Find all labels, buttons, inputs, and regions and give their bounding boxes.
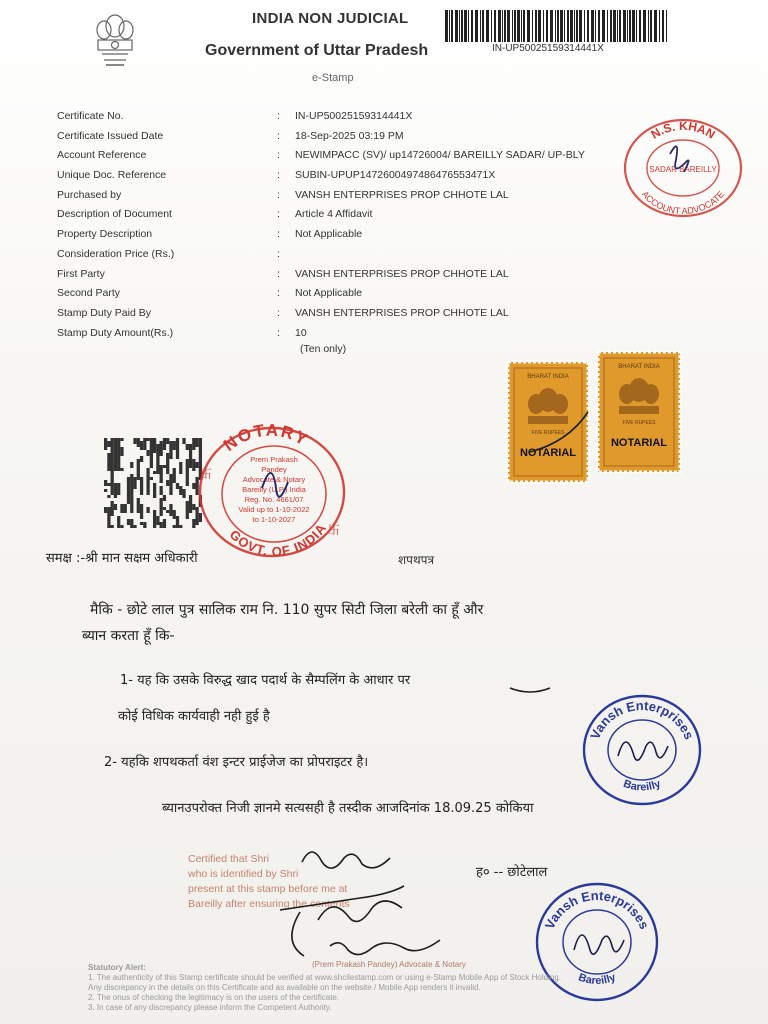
vansh-top-text: Vansh Enterprises	[587, 697, 697, 742]
affidavit-line: कोई विधिक कार्यवाही नही हुई है	[118, 709, 270, 724]
svg-text:N.S. KHAN	[648, 119, 717, 142]
svg-text:GOVT. OF INDIA	[227, 520, 330, 558]
field-label: Consideration Price (Rs.)	[57, 247, 175, 260]
statutory-alert	[88, 963, 648, 1013]
notary-line: to 1-10-2027	[252, 515, 296, 524]
document-type: शपथपत्र	[398, 553, 435, 567]
field-value: Article 4 Affidavit	[295, 208, 373, 221]
revenue-stamp	[506, 360, 590, 484]
field-label: Description of Document	[57, 208, 172, 221]
affidavit-line: 2- यहकि शपथकर्ता वंश इन्टर प्राईजेज का प्रोपराइटर है।	[104, 755, 369, 770]
revenue-stamp	[596, 350, 682, 474]
field-value: SUBIN-UPUP1472600497486476553471X	[295, 169, 496, 182]
notary-line: Advocate & Notary	[242, 475, 306, 484]
field-label: Account Reference	[57, 149, 147, 162]
field-value: VANSH ENTERPRISES PROP CHHOTE LAL	[295, 188, 509, 201]
addressee-line: समक्ष :-श्री मान सक्षम अधिकारी	[46, 551, 198, 566]
field-label: Second Party	[57, 287, 121, 300]
alert-line: 2. The onus of checking the legitimacy is on the users of the certificate.	[88, 993, 340, 1002]
field-row: Certificate Issued Date : 18-Sep-2025 03:19 PM	[57, 129, 404, 142]
field-value: 10	[295, 326, 307, 339]
affidavit-line: ब्यान करता हूँ कि-	[82, 628, 175, 644]
field-value: IN-UP50025159314441X	[295, 110, 413, 122]
alert-line: 3. In case of any discrepancy please inform the Competent Authority.	[88, 1003, 332, 1012]
seal-bottom-text: ACCOUNT ADVOCATE	[639, 189, 727, 217]
vansh-bottom-text: Bareilly	[576, 971, 618, 988]
field-row: First Party : VANSH ENTERPRISES PROP CHHOTE LAL	[57, 267, 509, 280]
amount-in-words: (Ten only)	[300, 343, 347, 355]
field-label: Stamp Duty Amount(Rs.)	[57, 326, 174, 339]
field-row: Account Reference : NEWIMPACC (SV)/ up14726004/ BAREILLY SADAR/ UP-BLY	[57, 149, 585, 162]
revenue-country: BHARAT INDIA	[618, 364, 660, 370]
field-row: Certificate No. : IN-UP50025159314441X	[57, 110, 413, 122]
affidavit-line: ब्यानउपरोक्त निजी ज्ञानमे सत्यसही है तस्दीक आजदिनांक 18.09.25 कोकिया	[162, 801, 534, 816]
field-value: VANSH ENTERPRISES PROP CHHOTE LAL	[295, 267, 509, 280]
field-row: Stamp Duty Amount(Rs.) : 10	[57, 326, 307, 339]
barcode-number: IN-UP50025159314441X	[492, 43, 604, 54]
ns-khan-seal	[620, 110, 746, 220]
estamp-label: e-Stamp	[312, 72, 354, 84]
notary-ring-top: NOTARY	[219, 420, 313, 455]
notary-line: Bareilly (U.P.) India	[242, 485, 306, 494]
field-value: 18-Sep-2025 03:19 PM	[295, 129, 404, 142]
field-row: Description of Document : Article 4 Affidavit	[57, 208, 373, 221]
barcode	[445, 10, 667, 42]
alert-line: Any discrepancy in the details on this Certificate and as available on the website / Mobile App renders it invalid.	[88, 983, 481, 992]
government-name: Government of Uttar Pradesh	[205, 42, 429, 59]
document-heading: INDIA NON JUDICIAL	[252, 10, 409, 27]
certification-block	[188, 852, 350, 912]
field-label: Certificate No.	[57, 110, 124, 122]
field-label: Stamp Duty Paid By	[57, 306, 151, 319]
seal-top-text: N.S. KHAN	[648, 118, 718, 142]
revenue-overprint: NOTARIAL	[519, 447, 577, 459]
field-row: Consideration Price (Rs.) :	[57, 247, 280, 260]
vansh-top-text: Vansh Enterprises	[541, 887, 653, 932]
affidavit-line: 1- यह कि उसके विरुद्ध खाद पदार्थ के सैम्पलिंग के आधार पर	[120, 673, 411, 688]
field-value: Not Applicable	[295, 287, 363, 300]
field-row: Property Description : Not Applicable	[57, 228, 363, 241]
revenue-value: FIVE RUPEES	[622, 420, 656, 426]
notary-name: (Prem Prakash Pandey)	[312, 960, 398, 969]
field-value: VANSH ENTERPRISES PROP CHHOTE LAL	[295, 306, 509, 319]
svg-text:ACCOUNT ADVOCATE	[640, 189, 726, 216]
alert-line: 1. The authenticity of this Stamp certificate should be verified at www.shcilestamp.com or using e-Stamp Mobile App of Stock Holding.	[88, 973, 561, 982]
revenue-country: BHARAT INDIA	[527, 374, 569, 380]
field-row: Stamp Duty Paid By : VANSH ENTERPRISES PROP CHHOTE LAL	[57, 306, 509, 319]
notary-line: Prem Prakash	[250, 455, 298, 464]
svg-text:卐: 卐	[328, 523, 341, 537]
vansh-enterprises-seal	[578, 690, 706, 808]
certification-line: who is identified by Shri	[188, 868, 299, 880]
notary-line: Reg. No. 4661/07	[244, 495, 304, 504]
field-label: Property Description	[57, 228, 153, 241]
field-row: Second Party : Not Applicable	[57, 287, 363, 300]
field-label: Certificate Issued Date	[57, 129, 164, 142]
national-emblem-icon	[92, 10, 138, 72]
field-label: First Party	[57, 267, 105, 280]
deponent-signature-line: ह० -- छोटेलाल	[476, 865, 548, 880]
field-row: Unique Doc. Reference : SUBIN-UPUP1472600497486476553471X	[57, 169, 496, 182]
notary-line: Pandey	[261, 465, 287, 474]
svg-text:卐: 卐	[200, 467, 213, 481]
field-label: Unique Doc. Reference	[57, 169, 167, 182]
field-label: Purchased by	[57, 188, 122, 201]
certification-line: Bareilly after ensuring the contents	[188, 898, 350, 910]
notary-title: Advocate & Notary	[399, 960, 466, 969]
alert-title: Statutory Alert:	[88, 963, 146, 972]
notary-ring-bottom: GOVT. OF INDIA	[226, 520, 330, 558]
seal-mid-text: SADAR BAREILLY	[649, 165, 717, 174]
notary-seal	[188, 418, 348, 558]
svg-text:NOTARY	[220, 421, 312, 455]
certification-line: Certified that Shri	[188, 853, 270, 865]
vansh-bottom-text: Bareilly	[621, 777, 663, 794]
revenue-overprint: NOTARIAL	[610, 437, 668, 449]
affidavit-line: मैकि - छोटे लाल पुत्र सालिक राम नि. 110 सुपर सिटी जिला बरेली का हूँ और	[90, 602, 484, 618]
certificate-fields	[57, 110, 585, 346]
certification-line: present at this stamp before me at	[188, 883, 348, 895]
field-value: NEWIMPACC (SV)/ up14726004/ BAREILLY SADAR/ UP-BLY	[295, 149, 585, 162]
field-row: Purchased by : VANSH ENTERPRISES PROP CHHOTE LAL	[57, 188, 509, 201]
field-value: Not Applicable	[295, 228, 363, 241]
notary-line: Valid up to 1-10-2022	[238, 505, 310, 514]
revenue-value: FIVE RUPEES	[531, 430, 565, 436]
